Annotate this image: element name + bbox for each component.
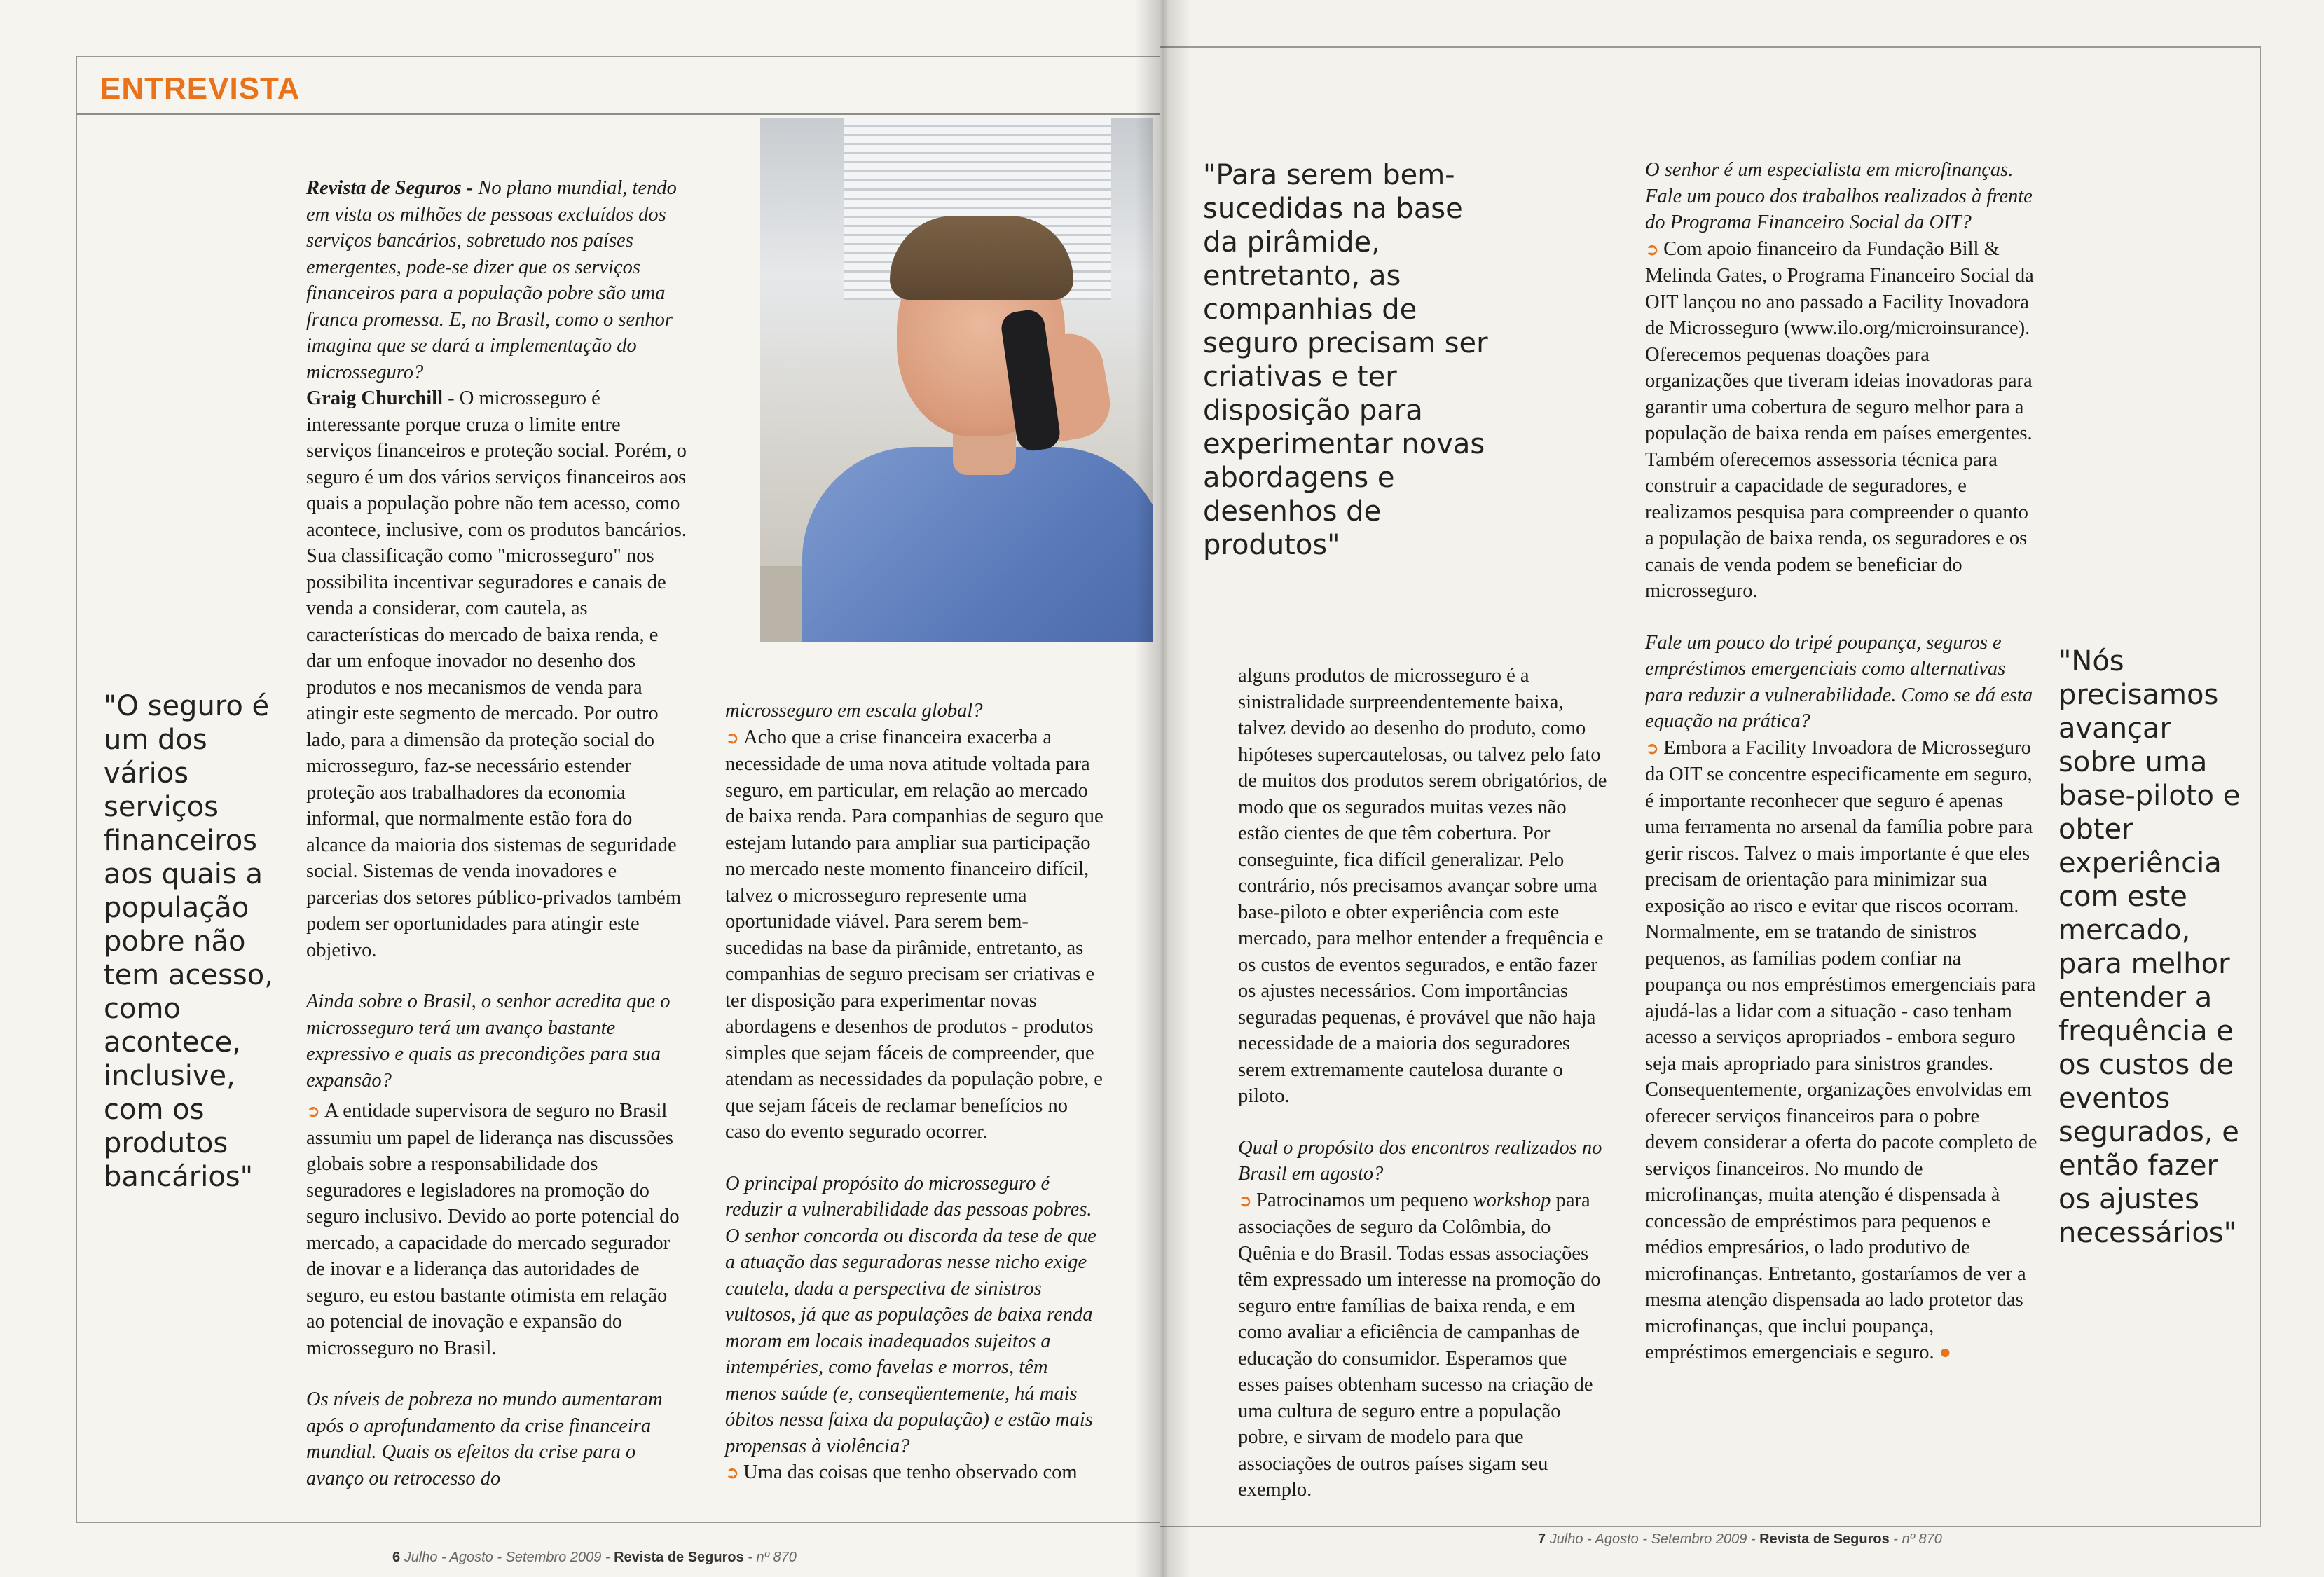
spine-shadow	[1135, 0, 1191, 1577]
footer-date: Julho - Agosto - Setembro 2009 -	[1549, 1531, 1756, 1547]
answer-2: A entidade supervisora de seguro no Brasil assumiu um papel de liderança nas discussões globais sobre a responsabilidade dos seguradores e legisladores na promoção do seguro inclusivo. Devido ao porte potencial do mercado, a capacidade do mercado segurador de inovar e a liderança das autoridades de seguro, eu estou bastante otimista em relação ao potencial de inovação e expansão do microsseguro no Brasil.	[306, 1100, 680, 1359]
question-7: Fale um pouco do tripé poupança, seguros e empréstimos emergenciais como alternativas para reduzir a vulnerabilidade. Como se dá esta equação na prática?	[1645, 631, 2033, 732]
question-3: Os níveis de pobreza no mundo aumentaram após o aprofundamento da crise financeira mundial. Quais os efeitos da crise para o avanço ou retrocesso do	[306, 1389, 663, 1489]
page-number: 7	[1538, 1531, 1546, 1547]
shirt	[802, 447, 1153, 642]
pull-quote-left: "O seguro é um dos vários serviços financeiros aos quais a população pobre não tem acesso, como acontece, inclusive, com os produtos bancários"	[104, 690, 273, 1193]
footer-magazine: Revista de Seguros	[614, 1550, 744, 1565]
footer-date: Julho - Agosto - Setembro 2009 -	[404, 1550, 610, 1565]
answer-3: Acho que a crise financeira exacerba a necessidade de uma nova atitude voltada para seguro, em particular, em relação ao mercado de baixa renda. Para companhias de seguro que estejam lutando para ampliar sua participação no mercado neste momento financeiro difícil, talvez o microsseguro represente uma oportunidade viável. Para serem bem-sucedidas na base da pirâmide, entretanto, as companhias de seguro precisam ser criativas e ter disposição para experimentar novas abordagens e desenhos de produtos - produtos simples que sejam fáceis de compreender, que atendam as necessidades da população pobre, e que sejam fáceis de reclamar benefícios no caso do evento segurado ocorrer.	[725, 726, 1103, 1143]
question-2: Ainda sobre o Brasil, o senhor acredita que o microsseguro terá um avanço bastante expressivo e quais as precondições para sua expansão?	[306, 991, 671, 1091]
answer-7: Embora a Facility Invoadora de Microsseguro da OIT se concentre especificamente em seguro, é importante reconhecer que seguro é apenas uma ferramenta no arsenal da família pobre para gerir riscos. Talvez o mais importante é que eles precisam de orientação para minimizar sua exposição ao risco e evitar que riscos ocorram. Normalmente, em se tratando de sinistros pequenos, as famílias podem confiar na poupança ou nos empréstimos emergenciais para ajudá-las a lidar com a situação - caso tenham acesso a serviços apropriados - embora seguro seja mais apropriado para sinistros grandes. Consequentemente, organizações envolvidas em oferecer serviços financeiros para o pobre devem considerar a oferta do pacote completo de serviços financeiros. No mundo de microfinanças, muita atenção é dispensada à concessão de empréstimos para pequenos e médios empresários, o lado produtivo de microfinanças. Entretanto, gostaríamos de ver a mesma atenção dispensada ao lado protetor das microfinanças, que inclui poupança, empréstimos emergenciais e seguro.	[1645, 736, 2037, 1363]
orange-dot-icon: ●	[1939, 1342, 1951, 1363]
right-column-mid: alguns produtos de microsseguro é a sinistralidade surpreendentemente baixa, talvez devido ao desenho do produto, como hipóteses supercautelosas, ou talvez pelo fato de muitos dos produtos serem obrigatórios, de modo que os segurados muitas vezes não estão cientes de que têm cobertura. Por conseguinte, fica difícil generalizar. Pelo contrário, nós precisamos avançar sobre uma base-piloto e obter experiência com este mercado, para melhor entender a frequência e os custos de eventos segurados, e então fazer os ajustes necessários. Com importâncias seguradas pequenas, é provável que não haja necessidade de a maioria dos seguradores serem extremamente cautelosa durante o piloto. Qual o propósito dos encontros realizados no Brasil em agosto? ➲ Patrocinamos um pequeno workshop para associações de seguro da Colômbia, do Quênia e do Brasil. Todas essas associações têm expressado um interesse na promoção do seguro entre famílias de baixa renda, e em como avaliar a eficiência de campanhas de educação do consumidor. Esperamos que esses países obtenham sucesso na criação de uma cultura de seguro entre a população pobre, e sirvam de modelo para que associações de outros países sigam seu exemplo.	[1238, 663, 1609, 1529]
pull-quote-side: "Nós precisamos avançar sobre uma base-piloto e obter experiência com este mercado, para melhor entender a frequência e os custos de eventos segurados, e então fazer os ajustes necessários"	[2058, 645, 2241, 1249]
question-3-cont: microsseguro em escala global?	[725, 700, 983, 722]
page-number: 6	[392, 1550, 401, 1565]
interviewee-label: Graig Churchill -	[306, 387, 460, 409]
answer-6: Com apoio financeiro da Fundação Bill & Melinda Gates, o Programa Financeiro Social da OIT lançou no ano passado a Facility Inovadora de Microsseguro (www.ilo.org/microinsurance). Oferecemos pequenas doações para organizações que tiveram ideias inovadoras para garantir uma cobertura de seguro melhor para a população de baixa renda em países emergentes. Também oferecemos assessoria técnica para construir a capacidade de seguradores, e realizamos pesquisa para compreender o quanto a população de baixa renda, os seguradores e os canais de venda podem se beneficiar do microsseguro.	[1645, 237, 2034, 602]
interviewer-label: Revista de Seguros -	[306, 177, 479, 199]
orange-arrow-icon: ➲	[725, 727, 740, 748]
orange-arrow-icon: ➲	[1238, 1190, 1253, 1211]
question-1: No plano mundial, tendo em vista os milhões de pessoas excluídos dos serviços bancários, sobretudo nos países emergentes, pode-se dizer que os serviços financeiros para a população pobre são uma franca promessa. E, no Brasil, como o senhor imagina que se dará a implementação do microsseguro?	[306, 177, 677, 383]
orange-arrow-icon: ➲	[1645, 239, 1660, 259]
question-4: O principal propósito do microsseguro é reduzir a vulnerabilidade das pessoas pobres. O senhor concorda ou discorda da tese de que a atuação das seguradoras nesse nicho exige cautela, dada a perspectiva de sinistros vultosos, já que as populações de baixa renda moram em locais inadequados sujeitos a intempéries, como favelas e morros, têm menos saúde (e, conseqüentemente, há mais óbitos nessa faixa da população) e estão mais propensas à violência?	[725, 1172, 1096, 1457]
interviewee-photo	[760, 118, 1153, 642]
answer-1: O microsseguro é interessante porque cruza o limite entre serviços financeiros e proteção social. Porém, o seguro é um dos vários serviços financeiros aos quais a população pobre não tem acesso, como acontece, inclusive, com os produtos bancários. Sua classificação como "microsseguro" nos possibilita incentivar seguradores e canais de venda a considerar, com cautela, as características do mercado de baixa renda, e dar um enfoque inovador no desenho dos produtos e nos mecanismos de venda para atingir este segmento de mercado. Por outro lado, para a dimensão da proteção social do microsseguro, faz-se necessário estender proteção aos trabalhadores da economia informal, que normalmente estão fora do alcance da maioria dos sistemas de seguridade social. Sistemas de venda inovadores e parcerias dos setores público-privados também podem ser oportunidades para atingir este objetivo.	[306, 387, 687, 961]
left-column-2	[725, 698, 1103, 1512]
question-6: O senhor é um especialista em microfinanças. Fale um pouco dos trabalhos realizados à frente do Programa Financeiro Social da OIT?	[1645, 159, 2033, 233]
right-column-right	[1645, 157, 2037, 1391]
section-label: ENTREVISTA	[100, 71, 301, 106]
question-5: Qual o propósito dos encontros realizados no Brasil em agosto?	[1238, 1136, 1602, 1185]
left-page	[0, 0, 1160, 1577]
footer-issue: - nº 870	[1893, 1531, 1942, 1547]
orange-arrow-icon: ➲	[725, 1463, 740, 1482]
left-column-1	[306, 175, 688, 1517]
footer-issue: - nº 870	[748, 1550, 797, 1565]
orange-arrow-icon: ➲	[1645, 738, 1660, 758]
footer-left	[392, 1550, 797, 1566]
answer-4: Uma das coisas que tenho observado com	[743, 1461, 1078, 1483]
header-rule	[76, 113, 1160, 115]
pull-quote-top: "Para serem bem-sucedidas na base da pirâmide, entretanto, as companhias de seguro precisam ser criativas e ter disposição para experimentar novas abordagens e desenhos de produtos"	[1203, 159, 1488, 561]
footer-magazine: Revista de Seguros	[1759, 1531, 1890, 1547]
hair	[890, 216, 1073, 300]
orange-arrow-icon: ➲	[306, 1101, 321, 1121]
footer-right	[1538, 1531, 1942, 1548]
answer-4-cont: alguns produtos de microsseguro é a sinistralidade surpreendentemente baixa, talvez devido ao desenho do produto, como hipóteses supercautelosas, ou talvez pelo fato de muitos dos produtos serem obrigatórios, de modo que os segurados muitas vezes não estão cientes de que têm cobertura. Por conseguinte, fica difícil generalizar. Pelo contrário, nós precisamos avançar sobre uma base-piloto e obter experiência com este mercado, para melhor entender a frequência e os custos de eventos segurados, e então fazer os ajustes necessários. Com importâncias seguradas pequenas, é provável que não haja necessidade de a maioria dos seguradores serem extremamente cautelosa durante o piloto.	[1238, 665, 1607, 1107]
right-page	[1160, 0, 2324, 1577]
